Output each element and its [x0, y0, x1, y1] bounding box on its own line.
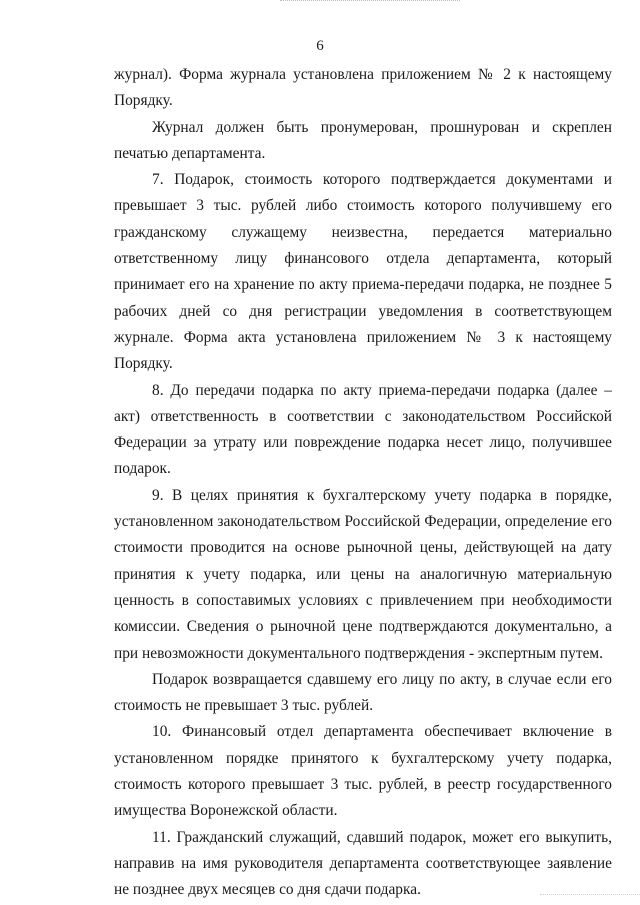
paragraph-gift-return: Подарок возвращается сдавшему его лицу по акту, в случае если его стоимость не превышает 3 тыс. рублей.	[114, 670, 612, 715]
paragraph-continuation: журнал). Форма журнала установлена приложением № 2 к настоящему Порядку.	[114, 66, 612, 110]
paragraph-item-9: 9. В целях принятия к бухгалтерскому учету подарка в порядке, установленном законодательством Российской Федерации, определение его стоимости проводится на основе рыночной цены, действующей на дату принятия к учету подарка, или цены на аналогичную материальную ценность в сопоставимых условиях с привлечением при необходимости комиссии. Сведения о рыночной цене подтверждаются документально, а при невозможности документального подтверждения - экспертным путем.	[114, 486, 612, 662]
paragraph-journal-requirements: Журнал должен быть пронумерован, прошнурован и скреплен печатью департамента.	[114, 118, 612, 162]
scan-artifact-bottom	[540, 894, 640, 897]
paragraph-item-10: 10. Финансовый отдел департамента обеспечивает включение в установленном порядке принятого к бухгалтерскому учету подарка, стоимость которого превышает 3 тыс. рублей, в реестр государственного имущества Воронежской области.	[114, 723, 612, 820]
document-body	[114, 62, 612, 904]
paragraph-item-7: 7. Подарок, стоимость которого подтверждается документами и превышает 3 тыс. рублей либо стоимость которого получившему его гражданскому служащему неизвестна, передается материально ответственному лицу финансового отдела департамента, который принимает его на хранение по акту приема-передачи подарка, не позднее 5 рабочих дней со дня регистрации уведомления в соответствующем журнале. Форма акта установлена приложением № 3 к настоящему Порядку.	[114, 171, 612, 373]
paragraph-item-11: 11. Гражданский служащий, сдавший подарок, может его выкупить, направив на имя руководителя департамента соответствующее заявление не позднее двух месяцев со дня сдачи подарка.	[114, 828, 612, 899]
page-number: 6	[316, 38, 324, 54]
paragraph-item-8: 8. До передачи подарка по акту приема-передачи подарка (далее – акт) ответственность в соответствии с законодательством Российской Федерации за утрату или повреждение подарка несет лицо, получившее подарок.	[114, 381, 612, 478]
scan-artifact-top	[280, 0, 460, 3]
